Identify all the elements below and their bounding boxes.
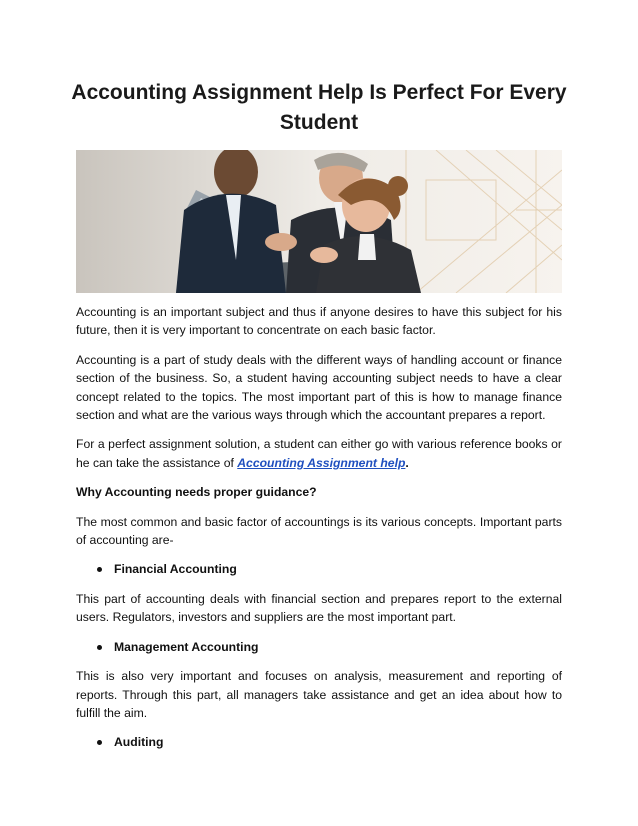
list-item-auditing [76,733,562,751]
page-title: Accounting Assignment Help Is Perfect For Every Student [71,81,567,134]
list-item-management-accounting [76,638,562,656]
accounting-assignment-help-link[interactable]: Accounting Assignment help [237,455,406,470]
paragraph-solution-end: . [405,455,409,470]
bullet-icon [97,740,102,745]
paragraph-solution [76,435,562,472]
article-body [76,303,562,763]
paragraph-financial: This part of accounting deals with financial section and prepares report to the external users. Regulators, investors and suppliers are the most important part. [76,591,562,625]
paragraph-management: This is also very important and focuses on analysis, measurement and reporting of reports. Through this part, all managers take assistance and get an idea about how to fulfill the aim. [76,669,562,720]
bullet-icon [97,645,102,650]
list-item-label: Auditing [114,735,164,750]
list-item-label: Management Accounting [114,639,259,654]
paragraph-definition: Accounting is a part of study deals with the different ways of handling account or finance section of the business. So, a student having accounting subject needs to have a clear concept related to the topics. The most important part of this is how to manage finance section and what are the various ways through which the accountant prepares a report. [76,352,562,423]
hero-illustration [76,150,562,293]
list-item-financial-accounting [76,560,562,578]
paragraph-concepts: The most common and basic factor of accountings is its various concepts. Important parts of accounting are- [76,514,562,548]
bullet-icon [97,567,102,572]
hero-image [76,150,562,293]
paragraph-intro: Accounting is an important subject and thus if anyone desires to have this subject for his future, then it is very important to concentrate on each basic factor. [76,305,562,338]
paragraph-solution-text: For a perfect assignment solution, a student can either go with various reference books or he can take the assistance of [76,437,562,470]
list-item-label: Financial Accounting [114,562,237,577]
section-heading: Why Accounting needs proper guidance? [76,485,317,500]
